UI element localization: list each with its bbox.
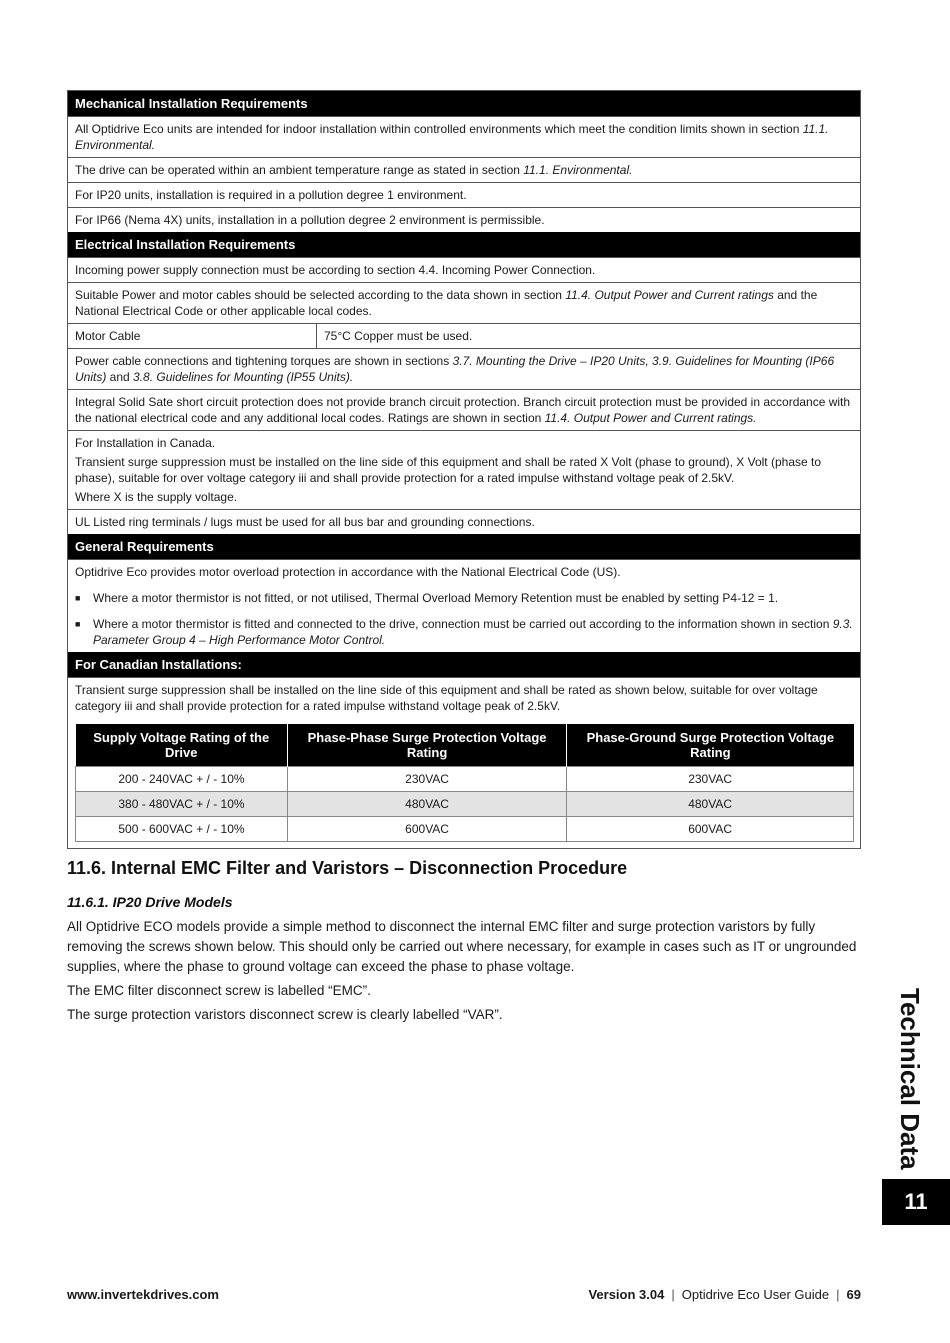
section-reference: 11.1. Environmental. <box>75 122 829 152</box>
row-text: All Optidrive Eco units are intended for indoor installation within controlled environments which meet the condition limits shown in section <box>75 122 803 136</box>
motor-cable-label: Motor Cable <box>68 324 317 348</box>
section-body <box>67 917 857 1029</box>
section-reference: 11.4. Output Power and Current ratings. <box>544 411 757 425</box>
surge-protection-table <box>75 724 854 842</box>
row-text: Power cable connections and tightening torques are shown in sections <box>75 354 453 368</box>
bullet-text <box>93 616 853 648</box>
section-reference: 11.1. Environmental. <box>523 163 633 177</box>
table-row <box>76 792 854 817</box>
canadian-section <box>68 677 860 848</box>
table-cell: 380 - 480VAC + / - 10% <box>76 792 288 817</box>
table-cell: 500 - 600VAC + / - 10% <box>76 817 288 842</box>
section-reference: 9.3. Parameter Group 4 – High Performance Motor Control. <box>93 617 853 647</box>
column-header: Phase-Ground Surge Protection Voltage Rating <box>567 724 854 767</box>
row-text: and <box>106 370 134 384</box>
electrical-row <box>68 389 860 430</box>
mechanical-row: For IP20 units, installation is required in a pollution degree 1 environment. <box>68 182 860 207</box>
paragraph: The EMC filter disconnect screw is labelled “EMC”. <box>67 983 371 998</box>
paragraph: The surge protection varistors disconnect screw is clearly labelled “VAR”. <box>67 1007 503 1022</box>
page-footer <box>67 1287 861 1305</box>
bullet-text: Where a motor thermistor is not fitted, or not utilised, Thermal Overload Memory Retention must be enabled by setting P4-12 = 1. <box>93 591 779 605</box>
mechanical-row <box>68 116 860 157</box>
electrical-row: UL Listed ring terminals / lugs must be used for all bus bar and grounding connections. <box>68 509 860 534</box>
section-title: 11.6. Internal EMC Filter and Varistors – Disconnection Procedure <box>67 858 628 878</box>
paragraph: All Optidrive ECO models provide a simple method to disconnect the internal EMC filter and surge protection varistors by fully removing the screws shown below. This should only be carried out where necessary, for example in cases such as IT or ungrounded supplies, where the phase to ground voltage can exceed the phase to phase voltage. <box>67 919 857 974</box>
chapter-side-label-text: Technical Data <box>895 988 925 1170</box>
row-text: Where a motor thermistor is fitted and connected to the drive, connection must be carried out according to the information shown in section <box>93 617 833 631</box>
footer-guide-title: Optidrive Eco User Guide <box>681 1287 830 1302</box>
table-row <box>76 767 854 792</box>
mechanical-heading: Mechanical Installation Requirements <box>68 91 860 116</box>
electrical-heading: Electrical Installation Requirements <box>68 232 860 257</box>
canadian-heading: For Canadian Installations: <box>68 652 860 677</box>
footer-version: Version 3.04 <box>588 1287 665 1302</box>
footer-separator: | <box>671 1287 675 1302</box>
section-reference: 3.7. Mounting the Drive – IP20 Units, 3.9. Guidelines for Mounting (IP66 Units) <box>75 354 835 384</box>
row-text: Integral Solid Sate short circuit protection does not provide branch circuit protection. Branch circuit protection must be provided in accordance with the national electrical code and any additional local codes. Ratings are shown in section <box>75 395 851 425</box>
bullet-item <box>68 610 860 652</box>
bullet-icon: ■ <box>75 593 81 603</box>
motor-cable-value: 75°C Copper must be used. <box>324 329 473 343</box>
subsection-title: 11.6.1. IP20 Drive Models <box>67 894 233 910</box>
chapter-number-tab: 11 <box>882 1179 950 1225</box>
page-number: 69 <box>846 1287 861 1302</box>
table-cell: 480VAC <box>287 792 566 817</box>
motor-cable-row <box>68 323 860 348</box>
canada-line: Where X is the supply voltage. <box>75 490 238 504</box>
mechanical-row: For IP66 (Nema 4X) units, installation in a pollution degree 2 environment is permissible. <box>68 207 860 232</box>
table-cell: 480VAC <box>567 792 854 817</box>
electrical-row <box>68 348 860 389</box>
canada-line: For Installation in Canada. <box>75 436 216 450</box>
row-text: The drive can be operated within an ambient temperature range as stated in section <box>75 163 524 177</box>
section-reference: 3.8. Guidelines for Mounting (IP55 Units). <box>133 370 354 384</box>
table-cell: 230VAC <box>567 767 854 792</box>
table-cell: 600VAC <box>287 817 566 842</box>
table-row <box>76 817 854 842</box>
row-text: and the National Electrical Code or other applicable local codes. <box>75 288 818 318</box>
electrical-row: Incoming power supply connection must be according to section 4.4. Incoming Power Connection. <box>68 257 860 282</box>
chapter-side-label <box>880 988 940 1178</box>
mechanical-row <box>68 157 860 182</box>
table-cell: 200 - 240VAC + / - 10% <box>76 767 288 792</box>
footer-website-link[interactable]: www.invertekdrives.com <box>67 1287 219 1302</box>
requirements-table <box>67 90 861 849</box>
section-reference: 11.4. Output Power and Current ratings <box>565 288 774 302</box>
bullet-item <box>68 584 860 610</box>
canadian-intro: Transient surge suppression shall be installed on the line side of this equipment and shall be rated as shown below, suitable for over voltage category iii and shall provide protection for a rated impulse withstand voltage peak of 2.5kV. <box>75 683 818 713</box>
footer-right <box>588 1287 861 1302</box>
general-row: Optidrive Eco provides motor overload protection in accordance with the National Electrical Code (US). <box>68 559 860 584</box>
electrical-row <box>68 282 860 323</box>
general-heading: General Requirements <box>68 534 860 559</box>
column-header: Supply Voltage Rating of the Drive <box>76 724 288 767</box>
table-cell: 600VAC <box>567 817 854 842</box>
canada-row <box>68 430 860 509</box>
footer-separator: | <box>836 1287 840 1302</box>
canada-line: Transient surge suppression must be installed on the line side of this equipment and shall be rated X Volt (phase to ground), X Volt (phase to phase), suitable for over voltage category iii and shall provide protection for a rated impulse withstand voltage peak of 2.5kV. <box>75 455 822 485</box>
bullet-icon: ■ <box>75 619 81 629</box>
table-header-row <box>76 724 854 767</box>
column-header: Phase-Phase Surge Protection Voltage Rating <box>287 724 566 767</box>
table-cell: 230VAC <box>287 767 566 792</box>
row-text: Suitable Power and motor cables should be selected according to the data shown in section <box>75 288 566 302</box>
